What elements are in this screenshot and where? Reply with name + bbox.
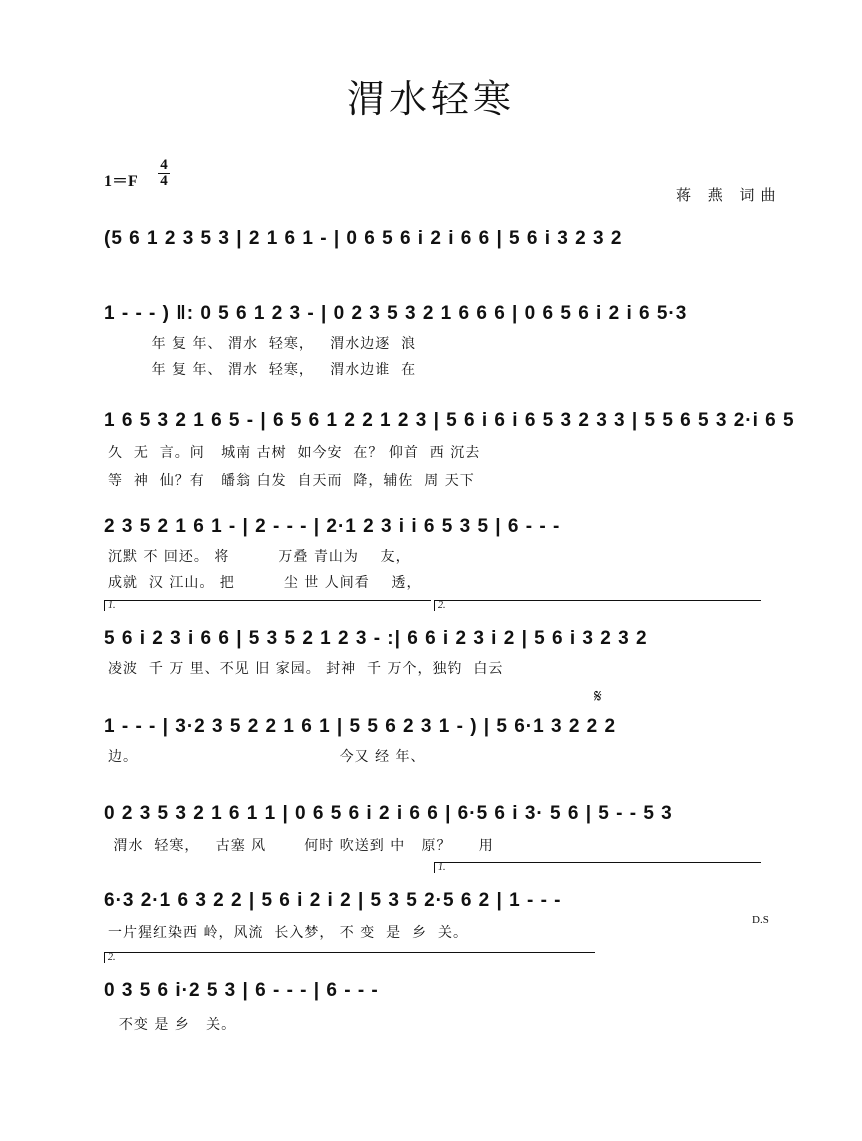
lyric-verse-2: 成就 汉 江山。 把 尘 世 人间看 透， (108, 575, 422, 591)
notation-line: 1 - - - | 3·2 3 5 2 2 1 6 1 | 5 5 6 2 3 1 - ) | 5 6·1 3 2 2 2 (104, 716, 617, 737)
lyric-verse-1: 边。 今又 经 年、 (108, 749, 426, 765)
lyric-verse-1: 沉默 不 回还。 将 万叠 青山为 友， (108, 549, 411, 565)
lyric-verse-1: 一片猩红染西 岭，风流 长入梦， 不 变 是 乡 关。 (108, 925, 468, 941)
notation-line: 0 2 3 5 3 2 1 6 1 1 | 0 6 5 6 i 2 i 6 6 | 6·5 6 i 3· 5 6 | 5 - - 5 3 (104, 803, 673, 824)
segno-symbol: 𝄋 (594, 686, 602, 707)
notation-line: 1 - - - ) ‖: 0 5 6 1 2 3 - | 0 2 3 5 3 2 1 6 6 6 | 0 6 5 6 i 2 i 6 5·3 (104, 303, 688, 324)
volta-bracket-1: 1. (104, 600, 431, 611)
dal-segno-mark: D.S (752, 914, 769, 926)
composer-credit: 蒋 燕 词曲 (676, 186, 782, 204)
lyric-verse-1: 凌波 千 万 里、不见 旧 家园。 封神 千 万个，独钓 白云 (108, 661, 504, 677)
volta-bracket-2: 2. (434, 600, 761, 611)
lyric-verse-1: 久 无 言。问 城南 古树 如今安 在？ 仰首 西 沉去 (108, 445, 481, 461)
notation-line: 1 6 5 3 2 1 6 5 - | 6 5 6 1 2 2 1 2 3 | 5 6 i 6 i 6 5 3 2 3 3 | 5 5 6 5 3 2·i 6 5 (104, 410, 795, 431)
key-signature: 1＝F (104, 173, 138, 190)
lyric-verse-2: 等 神 仙？有 皤翁 白发 自天而 降，辅佐 周 天下 (108, 473, 475, 489)
notation-line: 6·3 2·1 6 3 2 2 | 5 6 i 2 i 2 | 5 3 5 2·5 6 2 | 1 - - - (104, 890, 562, 911)
notation-line: 0 3 5 6 i·2 5 3 | 6 - - - | 6 - - - (104, 980, 379, 1001)
volta-bracket-2: 2. (104, 952, 595, 963)
time-signature-top: 4 (160, 157, 168, 173)
time-signature-bottom: 4 (160, 173, 168, 189)
notation-line: 5 6 i 2 3 i 6 6 | 5 3 5 2 1 2 3 - :| 6 6 i 2 3 i 2 | 5 6 i 3 2 3 2 (104, 628, 648, 649)
lyric-verse-1: 渭水 轻寒， 古塞 风 何时 吹送到 中 原？ 用 (108, 838, 494, 854)
song-title: 渭水轻寒 (346, 77, 515, 121)
volta-bracket-1: 1. (434, 862, 761, 873)
notation-line: 2 3 5 2 1 6 1 - | 2 - - - | 2·1 2 3 i i 6 5 3 5 | 6 - - - (104, 516, 561, 537)
lyric-verse-1: 年 复 年、 渭水 轻寒， 渭水边逐 浪 (108, 336, 417, 352)
time-signature (158, 158, 170, 189)
lyric-verse-2: 年 复 年、 渭水 轻寒， 渭水边谁 在 (108, 362, 417, 378)
lyric-verse-1: 不变 是 乡 关。 (108, 1017, 237, 1033)
notation-line: (5 6 1 2 3 5 3 | 2 1 6 1 - | 0 6 5 6 i 2 i 6 6 | 5 6 i 3 2 3 2 (104, 228, 623, 249)
